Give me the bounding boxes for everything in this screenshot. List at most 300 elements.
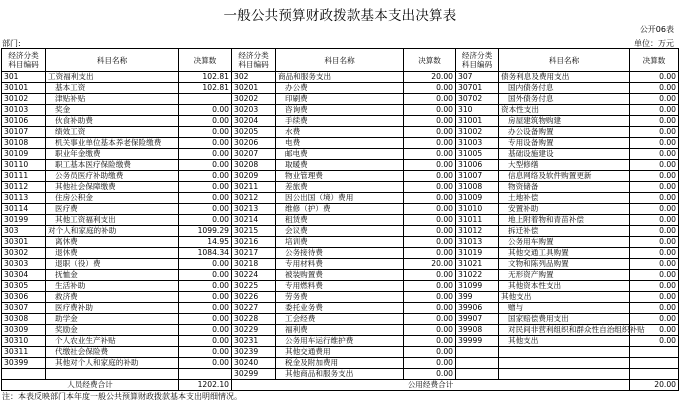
amount-cell	[179, 94, 232, 105]
name-cell: 税金及附加费用	[276, 358, 404, 369]
code-cell: 30303	[2, 259, 46, 270]
amount-cell: 102.81	[179, 83, 232, 94]
code-cell: 31013	[456, 237, 499, 248]
report-title: 一般公共预算财政拨款基本支出决算表	[223, 8, 457, 24]
name-cell: 其他支出	[499, 292, 630, 303]
table-row	[2, 94, 679, 105]
name-cell: 咨询费	[276, 105, 404, 116]
name-cell: 国内债务付息	[499, 83, 630, 94]
amount-cell: 20.00	[404, 72, 456, 83]
amount-cell: 0.00	[179, 259, 232, 270]
table-row	[2, 314, 679, 325]
code-cell: 39999	[456, 336, 499, 347]
amount-cell: 0.00	[630, 182, 679, 193]
table-row	[2, 226, 679, 237]
name-cell: 助学金	[46, 314, 179, 325]
amount-cell: 0.00	[179, 270, 232, 281]
name-cell: 抚恤金	[46, 270, 179, 281]
code-cell: 30103	[2, 105, 46, 116]
name-cell: 会议费	[276, 226, 404, 237]
name-cell: 赠与	[499, 303, 630, 314]
name-cell: 机关事业单位基本养老保险缴费	[46, 138, 179, 149]
code-cell: 31003	[456, 138, 499, 149]
table-row	[2, 149, 679, 160]
header-amount-2: 决算数	[404, 49, 456, 72]
name-cell: 劳务费	[276, 292, 404, 303]
amount-cell: 0.00	[630, 127, 679, 138]
amount-cell: 0.00	[630, 336, 679, 347]
code-cell: 31008	[456, 182, 499, 193]
amount-cell: 1099.29	[179, 226, 232, 237]
amount-cell: 0.00	[404, 226, 456, 237]
header-code-1: 经济分类 科目编码	[2, 49, 46, 72]
amount-cell: 0.00	[404, 281, 456, 292]
name-cell: 安置补助	[499, 204, 630, 215]
code-cell: 30399	[2, 358, 46, 369]
name-cell: 专用设备购置	[499, 138, 630, 149]
code-cell: 30206	[232, 138, 276, 149]
name-cell: 培训费	[276, 237, 404, 248]
code-cell: 30212	[232, 193, 276, 204]
code-cell	[2, 369, 46, 380]
table-row	[2, 127, 679, 138]
name-cell: 代缴社会保险费	[46, 347, 179, 358]
name-cell: 差旅费	[276, 182, 404, 193]
code-cell: 30208	[232, 160, 276, 171]
table-row	[2, 270, 679, 281]
public-total-label: 公用经费合计	[232, 380, 630, 391]
amount-cell: 0.00	[630, 138, 679, 149]
code-cell: 30107	[2, 127, 46, 138]
amount-cell: 0.00	[630, 281, 679, 292]
code-cell: 30217	[232, 248, 276, 259]
code-cell: 31001	[456, 116, 499, 127]
amount-cell	[179, 369, 232, 380]
code-cell: 30211	[232, 182, 276, 193]
code-cell: 39907	[456, 314, 499, 325]
table-row	[2, 369, 679, 380]
amount-cell: 0.00	[179, 325, 232, 336]
amount-cell: 0.00	[404, 215, 456, 226]
code-cell: 30214	[232, 215, 276, 226]
name-cell: 取暖费	[276, 160, 404, 171]
amount-cell: 0.00	[630, 270, 679, 281]
header-code-2: 经济分类 科目编码	[232, 49, 276, 72]
name-cell: 水费	[276, 127, 404, 138]
name-cell: 工资福利支出	[46, 72, 179, 83]
name-cell: 文物和陈列品购置	[499, 259, 630, 270]
code-cell: 30209	[232, 171, 276, 182]
amount-cell: 0.00	[630, 259, 679, 270]
code-cell: 31002	[456, 127, 499, 138]
table-row	[2, 83, 679, 94]
name-cell: 房屋建筑物购建	[499, 116, 630, 127]
table-row	[2, 105, 679, 116]
amount-cell: 0.00	[179, 281, 232, 292]
name-cell: 物资储备	[499, 182, 630, 193]
amount-cell: 14.95	[179, 237, 232, 248]
table-row	[2, 303, 679, 314]
amount-cell: 0.00	[179, 127, 232, 138]
code-cell: 30215	[232, 226, 276, 237]
amount-cell: 0.00	[404, 303, 456, 314]
name-cell: 国外债务付息	[499, 94, 630, 105]
amount-cell: 0.00	[630, 116, 679, 127]
amount-cell: 102.81	[179, 72, 232, 83]
code-cell: 30701	[456, 83, 499, 94]
name-cell: 工会经费	[276, 314, 404, 325]
code-cell: 30308	[2, 314, 46, 325]
name-cell: 公务用车运行维护费	[276, 336, 404, 347]
code-cell: 30199	[2, 215, 46, 226]
totals-row	[2, 380, 679, 391]
header-amount-1: 决算数	[179, 49, 232, 72]
expenditure-table	[1, 48, 679, 391]
amount-cell: 0.00	[179, 171, 232, 182]
amount-cell: 0.00	[404, 314, 456, 325]
table-row	[2, 259, 679, 270]
name-cell: 职工基本医疗保险缴费	[46, 160, 179, 171]
public-total-value: 20.00	[630, 380, 679, 391]
table-row	[2, 325, 679, 336]
table-row	[2, 281, 679, 292]
department-label: 部门:	[2, 39, 21, 48]
name-cell: 拆迁补偿	[499, 226, 630, 237]
name-cell: 奖励金	[46, 325, 179, 336]
amount-cell	[630, 347, 679, 358]
code-cell: 302	[232, 72, 276, 83]
code-cell: 307	[456, 72, 499, 83]
code-cell: 31005	[456, 149, 499, 160]
name-cell: 国家赔偿费用支出	[499, 314, 630, 325]
table-row	[2, 292, 679, 303]
code-cell: 30205	[232, 127, 276, 138]
code-cell: 30225	[232, 281, 276, 292]
code-cell: 30307	[2, 303, 46, 314]
amount-cell: 0.00	[404, 83, 456, 94]
name-cell: 其他交通工具购置	[499, 248, 630, 259]
code-cell: 303	[2, 226, 46, 237]
name-cell: 职业年金缴费	[46, 149, 179, 160]
name-cell: 邮电费	[276, 149, 404, 160]
code-cell: 30204	[232, 116, 276, 127]
amount-cell: 0.00	[179, 303, 232, 314]
amount-cell: 0.00	[630, 160, 679, 171]
code-cell: 301	[2, 72, 46, 83]
code-cell: 31006	[456, 160, 499, 171]
name-cell: 电费	[276, 138, 404, 149]
amount-cell	[630, 358, 679, 369]
header-name-3: 科目名称	[499, 49, 630, 72]
table-row	[2, 237, 679, 248]
amount-cell: 0.00	[630, 248, 679, 259]
name-cell: 退休费	[46, 248, 179, 259]
name-cell: 大型修缮	[499, 160, 630, 171]
code-cell: 31007	[456, 171, 499, 182]
table-row	[2, 248, 679, 259]
code-cell: 30224	[232, 270, 276, 281]
code-cell: 31022	[456, 270, 499, 281]
amount-cell: 0.00	[630, 83, 679, 94]
name-cell: 公务员医疗补助缴费	[46, 171, 179, 182]
name-cell	[499, 347, 630, 358]
name-cell: 其他交通费用	[276, 347, 404, 358]
amount-cell: 0.00	[404, 105, 456, 116]
name-cell: 土地补偿	[499, 193, 630, 204]
code-cell: 30228	[232, 314, 276, 325]
amount-cell: 0.00	[630, 215, 679, 226]
name-cell: 津贴补贴	[46, 94, 179, 105]
code-cell: 30226	[232, 292, 276, 303]
name-cell: 办公设备购置	[499, 127, 630, 138]
name-cell: 地上附着物和青苗补偿	[499, 215, 630, 226]
name-cell: 生活补助	[46, 281, 179, 292]
amount-cell: 0.00	[179, 314, 232, 325]
name-cell	[499, 358, 630, 369]
code-cell: 30702	[456, 94, 499, 105]
code-cell: 30304	[2, 270, 46, 281]
name-cell: 退职（役）费	[46, 259, 179, 270]
amount-cell: 0.00	[179, 193, 232, 204]
amount-cell: 0.00	[630, 237, 679, 248]
amount-cell: 0.00	[630, 204, 679, 215]
name-cell: 公务接待费	[276, 248, 404, 259]
personnel-total-value: 1202.10	[179, 380, 232, 391]
code-cell: 30202	[232, 94, 276, 105]
header-code-3: 经济分类 科目编码	[456, 49, 499, 72]
name-cell: 其他支出	[499, 336, 630, 347]
code-cell: 30302	[2, 248, 46, 259]
code-cell: 30216	[232, 237, 276, 248]
table-row	[2, 116, 679, 127]
header-amount-3: 决算数	[630, 49, 679, 72]
name-cell: 基本工资	[46, 83, 179, 94]
amount-cell: 0.00	[404, 325, 456, 336]
code-cell: 30102	[2, 94, 46, 105]
name-cell: 债务利息及费用支出	[499, 72, 630, 83]
code-cell: 30110	[2, 160, 46, 171]
code-cell: 30309	[2, 325, 46, 336]
name-cell: 公务用车购置	[499, 237, 630, 248]
code-cell: 30306	[2, 292, 46, 303]
name-cell: 基础设施建设	[499, 149, 630, 160]
table-row	[2, 215, 679, 226]
amount-cell: 0.00	[404, 94, 456, 105]
name-cell: 离休费	[46, 237, 179, 248]
amount-cell: 0.00	[179, 105, 232, 116]
amount-cell: 0.00	[404, 193, 456, 204]
name-cell: 租赁费	[276, 215, 404, 226]
amount-cell: 0.00	[179, 160, 232, 171]
amount-cell: 0.00	[404, 160, 456, 171]
code-cell: 30229	[232, 325, 276, 336]
code-cell: 39908	[456, 325, 499, 336]
name-cell: 对个人和家庭的补助	[46, 226, 179, 237]
name-cell	[499, 369, 630, 380]
code-cell: 30111	[2, 171, 46, 182]
name-cell: 被装购置费	[276, 270, 404, 281]
name-cell: 医疗费	[46, 204, 179, 215]
name-cell: 专用材料费	[276, 259, 404, 270]
name-cell: 无形资产购置	[499, 270, 630, 281]
code-cell: 30301	[2, 237, 46, 248]
code-cell: 30299	[232, 369, 276, 380]
code-cell: 31011	[456, 215, 499, 226]
name-cell: 维修（护）费	[276, 204, 404, 215]
name-cell: 资本性支出	[499, 105, 630, 116]
amount-cell: 0.00	[404, 204, 456, 215]
name-cell: 其他社会保障缴费	[46, 182, 179, 193]
code-cell: 30113	[2, 193, 46, 204]
code-cell: 39906	[456, 303, 499, 314]
amount-cell: 0.00	[404, 149, 456, 160]
name-cell: 其他资本性支出	[499, 281, 630, 292]
amount-cell: 0.00	[179, 347, 232, 358]
amount-cell: 0.00	[179, 138, 232, 149]
name-cell: 委托业务费	[276, 303, 404, 314]
table-body	[2, 72, 679, 380]
amount-cell: 0.00	[404, 237, 456, 248]
table-note: 注：本表反映部门本年度一般公共预算财政拨款基本支出明细情况。	[2, 392, 242, 401]
amount-cell: 0.00	[404, 182, 456, 193]
name-cell: 住房公积金	[46, 193, 179, 204]
amount-cell: 0.00	[630, 193, 679, 204]
code-cell: 31019	[456, 248, 499, 259]
code-cell: 31021	[456, 259, 499, 270]
code-cell: 30114	[2, 204, 46, 215]
code-cell: 30239	[232, 347, 276, 358]
amount-cell: 0.00	[630, 105, 679, 116]
name-cell: 个人农业生产补贴	[46, 336, 179, 347]
code-cell: 31010	[456, 204, 499, 215]
amount-cell	[630, 369, 679, 380]
code-cell	[456, 358, 499, 369]
amount-cell: 0.00	[404, 116, 456, 127]
amount-cell: 0.00	[179, 149, 232, 160]
name-cell: 其他对个人和家庭的补助	[46, 358, 179, 369]
table-row	[2, 138, 679, 149]
name-cell: 其他商品和服务支出	[276, 369, 404, 380]
unit-label: 单位：万元	[634, 39, 674, 48]
code-cell: 30203	[232, 105, 276, 116]
amount-cell: 0.00	[179, 358, 232, 369]
name-cell: 专用燃料费	[276, 281, 404, 292]
code-cell	[456, 369, 499, 380]
table-header-row	[2, 49, 679, 72]
code-cell: 30218	[232, 259, 276, 270]
code-cell: 399	[456, 292, 499, 303]
name-cell: 救济费	[46, 292, 179, 303]
table-row	[2, 204, 679, 215]
code-cell: 31012	[456, 226, 499, 237]
amount-cell: 0.00	[404, 270, 456, 281]
amount-cell: 0.00	[404, 248, 456, 259]
name-cell: 对民间非营利组织和群众性自治组织补贴	[499, 325, 630, 336]
code-cell: 30227	[232, 303, 276, 314]
code-cell: 30101	[2, 83, 46, 94]
amount-cell: 0.00	[630, 171, 679, 182]
code-cell: 30108	[2, 138, 46, 149]
table-row	[2, 72, 679, 83]
amount-cell: 0.00	[404, 369, 456, 380]
code-cell: 30201	[232, 83, 276, 94]
code-cell: 30213	[232, 204, 276, 215]
header-name-2: 科目名称	[276, 49, 404, 72]
name-cell: 办公费	[276, 83, 404, 94]
name-cell: 其他工资福利支出	[46, 215, 179, 226]
form-number: 公开06表	[639, 25, 674, 34]
name-cell: 绩效工资	[46, 127, 179, 138]
code-cell: 30112	[2, 182, 46, 193]
amount-cell: 0.00	[630, 325, 679, 336]
amount-cell: 0.00	[179, 182, 232, 193]
amount-cell: 0.00	[630, 314, 679, 325]
amount-cell: 0.00	[404, 347, 456, 358]
amount-cell: 20.00	[404, 259, 456, 270]
amount-cell: 0.00	[404, 358, 456, 369]
table-row	[2, 171, 679, 182]
name-cell: 商品和服务支出	[276, 72, 404, 83]
name-cell: 手续费	[276, 116, 404, 127]
amount-cell: 0.00	[630, 292, 679, 303]
table-row	[2, 347, 679, 358]
name-cell: 因公出国（境）费用	[276, 193, 404, 204]
amount-cell: 0.00	[404, 138, 456, 149]
amount-cell: 0.00	[404, 127, 456, 138]
amount-cell: 0.00	[179, 204, 232, 215]
amount-cell: 0.00	[630, 149, 679, 160]
name-cell: 福利费	[276, 325, 404, 336]
amount-cell: 0.00	[179, 292, 232, 303]
amount-cell: 0.00	[404, 292, 456, 303]
table-row	[2, 358, 679, 369]
name-cell: 物业管理费	[276, 171, 404, 182]
code-cell: 31099	[456, 281, 499, 292]
table-row	[2, 182, 679, 193]
name-cell	[46, 369, 179, 380]
code-cell: 30109	[2, 149, 46, 160]
header-name-1: 科目名称	[46, 49, 179, 72]
amount-cell: 0.00	[179, 116, 232, 127]
personnel-total-label: 人员经费合计	[2, 380, 179, 391]
table-row	[2, 160, 679, 171]
table-row	[2, 193, 679, 204]
code-cell: 30106	[2, 116, 46, 127]
code-cell: 30240	[232, 358, 276, 369]
amount-cell: 1084.34	[179, 248, 232, 259]
code-cell: 30311	[2, 347, 46, 358]
code-cell	[456, 347, 499, 358]
name-cell: 信息网络及软件购置更新	[499, 171, 630, 182]
amount-cell: 0.00	[404, 336, 456, 347]
amount-cell: 0.00	[179, 336, 232, 347]
amount-cell: 0.00	[630, 94, 679, 105]
name-cell: 伙食补助费	[46, 116, 179, 127]
table-row	[2, 336, 679, 347]
amount-cell: 0.00	[630, 303, 679, 314]
code-cell: 30207	[232, 149, 276, 160]
code-cell: 30310	[2, 336, 46, 347]
name-cell: 印刷费	[276, 94, 404, 105]
code-cell: 310	[456, 105, 499, 116]
amount-cell: 0.00	[630, 226, 679, 237]
name-cell: 奖金	[46, 105, 179, 116]
amount-cell: 0.00	[179, 215, 232, 226]
amount-cell: 0.00	[404, 171, 456, 182]
code-cell: 30231	[232, 336, 276, 347]
name-cell: 医疗费补助	[46, 303, 179, 314]
code-cell: 31009	[456, 193, 499, 204]
